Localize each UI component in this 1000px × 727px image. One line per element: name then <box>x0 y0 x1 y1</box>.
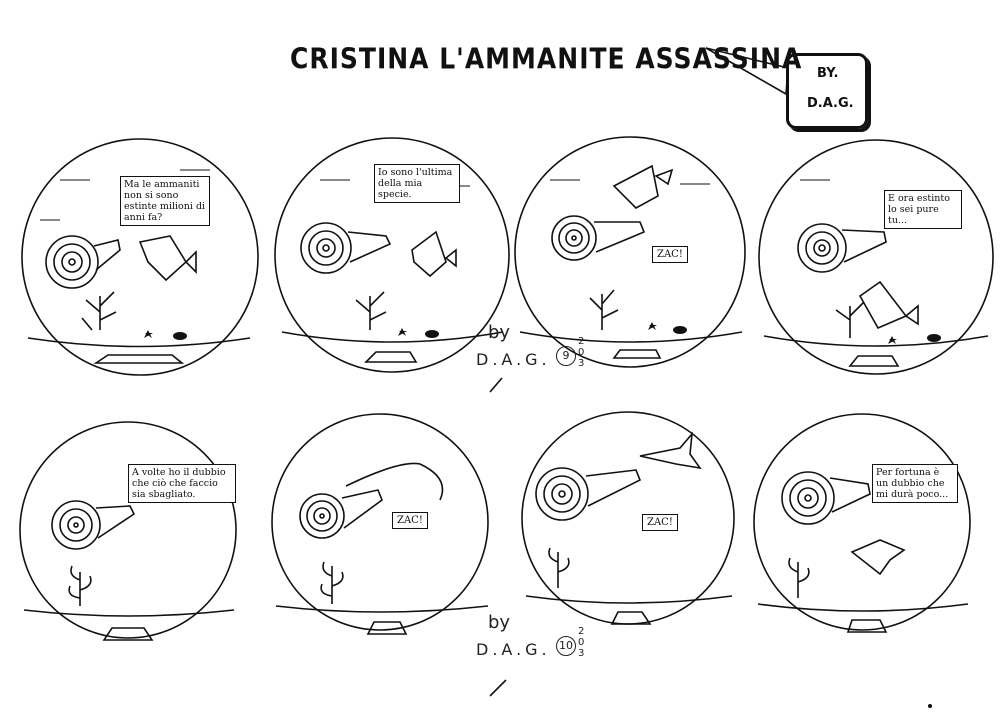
sound-effect-panel-7: ZAC! <box>642 514 678 531</box>
starfish-3 <box>648 322 657 330</box>
signature-2-number: 10 <box>556 636 576 656</box>
signature-1-slash <box>490 378 502 392</box>
panel-3-globe <box>515 137 745 367</box>
speech-bubble-panel-1: Ma le ammaniti non si sono estinte milioni di anni fa? <box>120 176 210 226</box>
signature-1-by: by <box>488 322 511 343</box>
author-box-name: D.A.G. <box>807 96 854 111</box>
ammonite-shell-8 <box>782 472 870 524</box>
sound-effect-panel-3: ZAC! <box>652 246 688 263</box>
rock-1 <box>173 332 187 340</box>
starfish-4 <box>888 336 897 344</box>
panel-4-globe <box>759 140 993 374</box>
signature-2-slash <box>490 680 506 696</box>
fish-3 <box>614 166 672 208</box>
panel-6-globe <box>272 414 488 634</box>
speech-bubble-panel-5: A volte ho il dubbio che ciò che faccio sia sbagliato. <box>128 464 236 503</box>
signature-1-number: 9 <box>556 346 576 366</box>
comic-title: CRISTINA L'AMMANITE ASSASSINA <box>290 41 803 76</box>
ammonite-shell-5 <box>52 501 134 549</box>
plant-5 <box>69 566 91 606</box>
corner-dot <box>928 704 932 708</box>
speech-bubble-panel-8: Per fortuna è un dubbio che mi durà poco... <box>872 464 958 503</box>
panel-8-globe <box>754 414 970 632</box>
rock-3 <box>673 326 687 334</box>
ammonite-shell-4 <box>798 224 886 272</box>
sound-effect-panel-6: ZAC! <box>392 512 428 529</box>
speech-bubble-panel-4: E ora estinto lo sei pure tu... <box>884 190 962 229</box>
plant-8 <box>789 558 809 598</box>
signature-2-name: D.A.G. <box>476 640 551 659</box>
ammonite-shell-1 <box>46 236 120 288</box>
ammonite-shell-2 <box>301 223 390 273</box>
starfish-2 <box>398 328 407 336</box>
rock-4 <box>927 334 941 342</box>
speech-bubble-panel-2: Io sono l'ultima della mia specie. <box>374 164 460 203</box>
fish-4 <box>860 282 918 328</box>
ammonite-shell-3 <box>552 216 644 260</box>
fish-1 <box>140 236 196 280</box>
signature-1-year: 2 0 3 <box>578 336 585 369</box>
plant-4 <box>836 302 864 338</box>
signature-2-year: 2 0 3 <box>578 626 585 659</box>
water-lines-3 <box>550 180 710 184</box>
panel-1-globe <box>22 139 258 375</box>
signature-2-by: by <box>488 612 511 633</box>
plant-3 <box>590 290 618 330</box>
starfish-1 <box>144 330 153 338</box>
shark-7 <box>640 434 700 468</box>
fish-2 <box>412 232 456 276</box>
shark-8 <box>852 540 904 574</box>
author-box-tail <box>706 48 788 94</box>
plant-1 <box>82 292 116 330</box>
author-box-by: BY. <box>817 66 839 81</box>
plant-6 <box>321 562 343 604</box>
plant-2 <box>356 292 386 330</box>
plant-7 <box>549 548 569 588</box>
signature-1-name: D.A.G. <box>476 350 551 369</box>
ammonite-shell-7 <box>536 468 640 520</box>
rock-2 <box>425 330 439 338</box>
ammonite-shell-6 <box>300 490 382 538</box>
